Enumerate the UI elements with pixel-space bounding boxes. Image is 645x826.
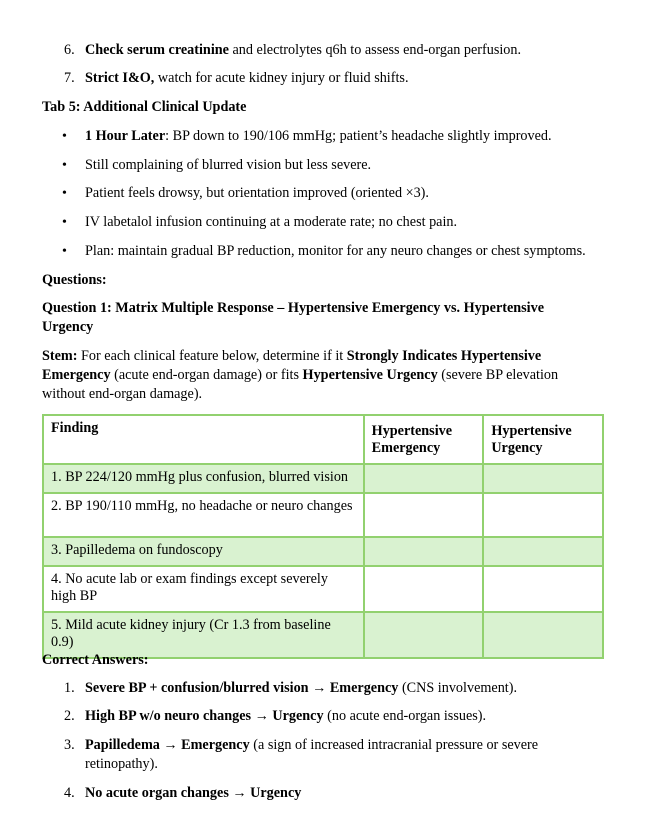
stem-bold: Hypertensive Urgency (302, 367, 438, 383)
emergency-cell[interactable] (364, 566, 484, 612)
list-text-bold: Strict I&O, (85, 70, 155, 86)
urgency-cell[interactable] (483, 612, 603, 658)
answer-text (85, 679, 595, 698)
correct-answers-heading: Correct Answers: (42, 652, 149, 668)
bullet-text: Plan: maintain gradual BP reduction, monitor for any neuro changes or chest symptoms. (85, 243, 586, 259)
list-text-rest: and electrolytes q6h to assess end-organ perfusion. (228, 42, 522, 58)
emergency-cell[interactable] (364, 537, 484, 566)
answer-rest: (no acute end-organ issues). (323, 708, 487, 724)
table-row (43, 493, 603, 537)
table-row (43, 537, 603, 566)
list-text-bold: Check serum creatinine (85, 42, 229, 58)
finding-cell: 3. Papilledema on fundoscopy (43, 537, 364, 566)
stem-label: Stem: (42, 348, 78, 364)
stem-bold: Strongly Indicates Hypertensive Emergency (42, 348, 542, 383)
answer-bold: No acute organ changes → Urgency (85, 785, 302, 801)
answer-rest: (a sign of increased intracranial pressure or severe retinopathy). (85, 737, 539, 772)
bullet-icon: • (62, 158, 67, 173)
question1-stem (42, 347, 562, 404)
bullet-text: IV labetalol infusion continuing at a moderate rate; no chest pain. (85, 214, 458, 230)
list-number: 3. (64, 737, 75, 753)
urgency-cell[interactable] (483, 464, 603, 493)
list-text (85, 41, 595, 60)
table-row (43, 566, 603, 612)
finding-cell: 2. BP 190/110 mmHg, no headache or neuro changes (43, 493, 364, 537)
stem-text: (severe BP elevation without end-organ damage). (42, 367, 559, 402)
header-finding: Finding (43, 415, 364, 464)
emergency-cell[interactable] (364, 464, 484, 493)
list-text-rest: watch for acute kidney injury or fluid shifts. (154, 70, 409, 86)
bullet-text-bold: 1 Hour Later (85, 128, 166, 144)
tab5-heading: Tab 5: Additional Clinical Update (42, 99, 247, 115)
finding-cell: 1. BP 224/120 mmHg plus confusion, blurred vision (43, 464, 364, 493)
list-number: 7. (64, 70, 75, 86)
bullet-icon: • (62, 129, 67, 144)
bullet-text-rest: : BP down to 190/106 mmHg; patient’s headache slightly improved. (165, 128, 552, 144)
answer-text (85, 784, 595, 803)
stem-text: For each clinical feature below, determine if it (77, 348, 347, 364)
answer-text (85, 707, 595, 726)
answer-text (85, 736, 555, 774)
answer-bold: Severe BP + confusion/blurred vision → Emergency (85, 680, 399, 696)
list-number: 1. (64, 680, 75, 696)
bullet-text: Still complaining of blurred vision but less severe. (85, 157, 372, 173)
table-row (43, 464, 603, 493)
questions-heading: Questions: (42, 272, 107, 288)
answer-bold: Papilledema → Emergency (85, 737, 250, 753)
finding-cell: 5. Mild acute kidney injury (Cr 1.3 from baseline 0.9) (43, 612, 364, 658)
bullet-icon: • (62, 215, 67, 230)
bullet-icon: • (62, 244, 67, 259)
list-text (85, 69, 595, 88)
answer-rest: (CNS involvement). (398, 680, 518, 696)
emergency-cell[interactable] (364, 612, 484, 658)
urgency-cell[interactable] (483, 493, 603, 537)
emergency-cell[interactable] (364, 493, 484, 537)
list-number: 2. (64, 708, 75, 724)
list-number: 6. (64, 42, 75, 58)
bullet-text: Patient feels drowsy, but orientation improved (oriented ×3). (85, 185, 429, 201)
stem-text: (acute end-organ damage) or fits (110, 367, 303, 383)
header-urgency: Hypertensive Urgency (483, 415, 603, 464)
finding-cell: 4. No acute lab or exam findings except severely high BP (43, 566, 364, 612)
urgency-cell[interactable] (483, 566, 603, 612)
matrix-table (42, 414, 604, 659)
table-header-row (43, 415, 603, 464)
answer-bold: High BP w/o neuro changes → Urgency (85, 708, 324, 724)
bullet-icon: • (62, 186, 67, 201)
header-emergency: Hypertensive Emergency (364, 415, 484, 464)
urgency-cell[interactable] (483, 537, 603, 566)
list-number: 4. (64, 785, 75, 801)
bullet-text (85, 127, 600, 146)
question1-title: Question 1: Matrix Multiple Response – Hypertensive Emergency vs. Hypertensive Urgency (42, 300, 545, 335)
